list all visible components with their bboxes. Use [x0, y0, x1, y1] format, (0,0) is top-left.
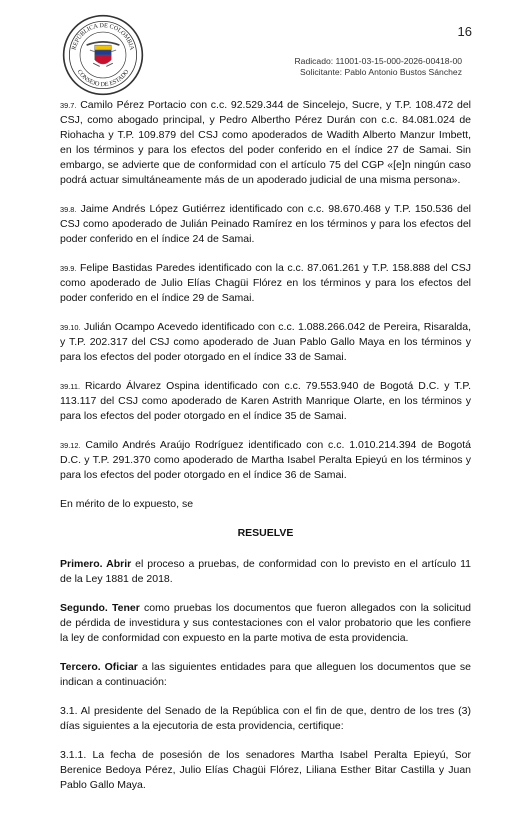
merito-paragraph: En mérito de lo expuesto, se: [60, 498, 194, 510]
tercero-text: a las siguientes entidades para que alleguen los documentos que se indican a continuación:: [60, 661, 472, 688]
item-text: Jaime Andrés López Gutiérrez identificado con c.c. 98.670.468 y T.P. 150.536 del CSJ como apoderado de Julián Peinado Ramírez en los términos y para los efectos del poder conferido en el índice 24 de Samai.: [60, 203, 471, 245]
segundo-text: como pruebas los documentos que fueron allegados con la solicitud de pérdida de investidura y sus contestaciones con el valor probatorio que les confiere la ley de conformidad con expuesto en la parte motiva de esta providencia.: [60, 602, 471, 644]
item-number: 39.11.: [60, 382, 80, 391]
segundo-label: Segundo. Tener: [60, 602, 140, 614]
primero-text: el proceso a pruebas, de conformidad con lo previsto en el artículo 11 de la Ley 1881 de 2018.: [60, 558, 471, 585]
list-item: [60, 320, 471, 365]
solicitante-line: Solicitante: Pablo Antonio Bustos Sánchez: [300, 67, 462, 77]
item-text: Ricardo Álvarez Ospina identificado con c.c. 79.553.940 de Bogotá D.C. y T.P. 113.117 del CSJ como apoderado de Karen Astrith Manrique Olarte, en los términos y para los efectos del poder otorgado en el índice 35 de Samai.: [60, 380, 471, 422]
page-number: 16: [457, 24, 472, 39]
primero-label: Primero. Abrir: [60, 558, 132, 570]
tercero-paragraph: [60, 660, 471, 690]
item-number: 39.10.: [60, 323, 81, 332]
list-item: [60, 202, 471, 247]
item-text: Camilo Pérez Portacio con c.c. 92.529.344 de Sincelejo, Sucre, y T.P. 108.472 del CSJ, como abogado principal, y Pedro Albertho Pérez Durán con c.c. 84.081.024 de Riohacha y T.P. 109.879 del CSJ como apoderados de Wadith Alberto Manzur Imbett, en los términos y para los efectos del poder conferido en el índice 27 de Samai. Sin embargo, se advierte que de conformidad con el artículo 75 del CGP «[e]n ningún caso podrá actuar simultáneamente más de un apoderado judicial de una misma persona».: [60, 99, 472, 186]
list-item: [60, 379, 471, 424]
item-text: Felipe Bastidas Paredes identificado con la c.c. 87.061.261 y T.P. 158.888 del CSJ como apoderado de Julio Elías Chagüi Flórez en los términos y para los efectos del poder conferido en el índice 29 de Samai.: [60, 262, 471, 304]
seal-bottom-text: CONSEJO DE ESTADO: [75, 69, 131, 89]
paragraph-3-1-1: 3.1.1. La fecha de posesión de los senadores Martha Isabel Peralta Epieyú, Sor Berenice Bedoya Pérez, Julio Elías Chagüi Flórez, Liliana Esther Bitar Castilla y Juan Pablo Gallo Maya.: [60, 749, 471, 791]
item-text: Camilo Andrés Araújo Rodríguez identificado con c.c. 1.010.214.394 de Bogotá D.C. y T.P. 291.370 como apoderado de Martha Isabel Peralta Epieyú en los términos y para los efectos del poder otorgado en el índice 36 de Samai.: [60, 439, 472, 481]
item-text: Julián Ocampo Acevedo identificado con c.c. 1.088.266.042 de Pereira, Risaralda, y T.P. 202.317 del CSJ como apoderado de Juan Pablo Gallo Maya en los términos y para los efectos del poder otorgado en el índice 33 de Samai.: [60, 321, 472, 363]
item-number: 39.8.: [60, 205, 77, 214]
document-body: [60, 98, 471, 807]
list-item: [60, 438, 471, 483]
tercero-label: Tercero. Oficiar: [60, 661, 138, 673]
consejo-de-estado-seal-icon: [62, 14, 144, 96]
radicado-line: Radicado: 11001-03-15-000-2026-00418-00: [294, 56, 462, 66]
resuelve-heading: RESUELVE: [237, 527, 294, 539]
list-item: [60, 98, 471, 188]
seal-top-text: REPÚBLICA DE COLOMBIA: [71, 23, 135, 51]
item-number: 39.9.: [60, 264, 77, 273]
case-header: [294, 56, 462, 78]
segundo-paragraph: [60, 601, 471, 646]
primero-paragraph: [60, 557, 471, 587]
item-number: 39.7.: [60, 101, 77, 110]
item-number: 39.12.: [60, 441, 81, 450]
paragraph-3-1: 3.1. Al presidente del Senado de la República con el fin de que, dentro de los tres (3) días siguientes a la ejecutoria de esta providencia, certifique:: [60, 705, 471, 732]
list-item: [60, 261, 471, 306]
